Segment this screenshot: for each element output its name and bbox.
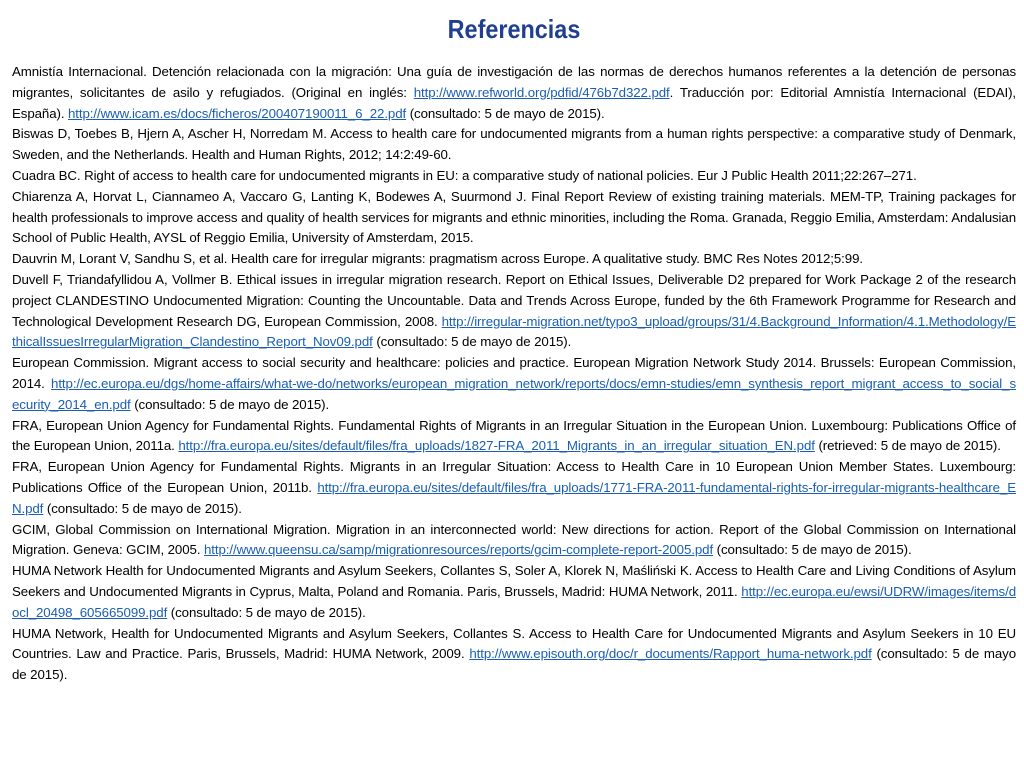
reference-item: Cuadra BC. Right of access to health care for undocumented migrants in EU: a comparative study of national policies. Eur J Public Health 2011;22:267–271. <box>12 167 917 183</box>
reference-link[interactable]: http://fra.europa.eu/sites/default/files/fra_uploads/1771-FRA-2011-fundamental-rights-for-irregular-migrants-healthcare_EN.pdf <box>12 479 1016 516</box>
reference-link[interactable]: http://www.queensu.ca/samp/migrationresources/reports/gcim-complete-report-2005.pdf <box>204 542 714 558</box>
reference-link[interactable]: http://www.icam.es/docs/ficheros/200407190011_6_22.pdf <box>68 105 407 121</box>
reference-item: FRA, European Union Agency for Fundamental Rights. Migrants in an Irregular Situation: Access to Health Care in 10 European Union Member States. Luxembourg: Publications Office of the European Union, 2011b. http://fra.europa.eu/sites/default/files/fra_uploads/1771-FRA-2011-fundamental-rights-for-irregular-migrants-healthcare_EN.pdf (consultado: 5 de mayo de 2015). <box>12 459 1016 516</box>
page-title: Referencias <box>447 14 581 44</box>
reference-item: HUMA Network, Health for Undocumented Migrants and Asylum Seekers, Collantes S. Access to Health Care for Undocumented Migrants and Asylum Seekers in 10 EU Countries. Law and Practice. Paris, Brussels, Madrid: HUMA Network, 2009. http://www.episouth.org/doc/r_documents/Rapport_huma-network.pdf (consultado: 5 de mayo de 2015). <box>12 625 1016 683</box>
reference-link[interactable]: http://fra.europa.eu/sites/default/files/fra_uploads/1827-FRA_2011_Migrants_in_an_irregular_situation_EN.pdf <box>178 438 815 454</box>
reference-item: GCIM, Global Commission on International Migration. Migration in an interconnected world: New directions for action. Report of the Global Commission on International Migration. Geneva: GCIM, 2005. http://www.queensu.ca/samp/migrationresources/reports/gcim-complete-report-2005.pdf (consultado: 5 de mayo de 2015). <box>12 521 1016 558</box>
reference-link[interactable]: http://ec.europa.eu/dgs/home-affairs/what-we-do/networks/european_migration_network/reports/docs/emn-studies/emn_synthesis_report_migrant_access_to_social_security_2014_en.pdf <box>12 375 1016 412</box>
reference-item: Chiarenza A, Horvat L, Ciannameo A, Vaccaro G, Lanting K, Bodewes A, Suurmond J. Final Report Review of existing training materials. MEM-TP, Training packages for health professionals to improve access and quality of health services for migrants and ethnic minorities, including the Roma. Granada, Reggio Emilia, Amsterdam: Andalusian School of Public Health, AYSL of Reggio Emilia, University of Amsterdam, 2015. <box>12 188 1016 246</box>
reference-link[interactable]: http://www.refworld.org/pdfid/476b7d322.pdf <box>413 84 670 100</box>
reference-item: Biswas D, Toebes B, Hjern A, Ascher H, Norredam M. Access to health care for undocumented migrants from a human rights perspective: a comparative study of Denmark, Sweden, and the Netherlands. Health and Human Rights, 2012; 14:2:49-60. <box>12 126 1016 163</box>
reference-item: Duvell F, Triandafyllidou A, Vollmer B. Ethical issues in irregular migration research. Report on Ethical Issues, Deliverable D2 prepared for Work Package 2 of the research project CLANDESTINO Undocumented Migration: Counting the Uncountable. Data and Trends Across Europe, funded by the 6th Framework Programme for Research and Technological Development Research DG, European Commission, 2008. http://irregular-migration.net/typo3_upload/groups/31/4.Background_Information/4.1.Methodology/EthicalIssuesIrregularMigration_Clandestino_Report_Nov09.pdf (consultado: 5 de mayo de 2015). <box>12 271 1016 350</box>
reference-link[interactable]: http://ec.europa.eu/ewsi/UDRW/images/items/docl_20498_605665099.pdf <box>12 583 1016 620</box>
reference-item: Amnistía Internacional. Detención relacionada con la migración: Una guía de investigación de las normas de derechos humanos referentes a la detención de personas migrantes, solicitantes de asilo y refugiados. (Original en inglés: http://www.refworld.org/pdfid/476b7d322.pdf. Traducción por: Editorial Amnistía Internacional (EDAI), España). http://www.icam.es/docs/ficheros/200407190011_6_22.pdf (consultado: 5 de mayo de 2015). <box>12 64 1016 121</box>
reference-item: European Commission. Migrant access to social security and healthcare: policies and practice. European Migration Network Study 2014. Brussels: European Commission, 2014. http://ec.europa.eu/dgs/home-affairs/what-we-do/networks/european_migration_network/reports/docs/emn-studies/emn_synthesis_report_migrant_access_to_social_security_2014_en.pdf (consultado: 5 de mayo de 2015). <box>12 355 1016 412</box>
reference-list <box>12 62 1016 686</box>
reference-item: Dauvrin M, Lorant V, Sandhu S, et al. Health care for irregular migrants: pragmatism across Europe. A qualitative study. BMC Res Notes 2012;5:99. <box>12 251 863 267</box>
reference-item: HUMA Network Health for Undocumented Migrants and Asylum Seekers, Collantes S, Soler A, Klorek N, Maśliński K. Access to Health Care and Living Conditions of Asylum Seekers and Undocumented Migrants in Cyprus, Malta, Poland and Romania. Paris, Brussels, Madrid: HUMA Network, 2011. http://ec.europa.eu/ewsi/UDRW/images/items/docl_20498_605665099.pdf (consultado: 5 de mayo de 2015). <box>12 563 1016 620</box>
reference-link[interactable]: http://irregular-migration.net/typo3_upload/groups/31/4.Background_Information/4.1.Methodology/EthicalIssuesIrregularMigration_Clandestino_Report_Nov09.pdf <box>12 313 1016 350</box>
reference-link[interactable]: http://www.episouth.org/doc/r_documents/Rapport_huma-network.pdf <box>469 646 872 662</box>
reference-item: FRA, European Union Agency for Fundamental Rights. Fundamental Rights of Migrants in an Irregular Situation in the European Union. Luxembourg: Publications Office of the European Union, 2011a. http://fra.europa.eu/sites/default/files/fra_uploads/1827-FRA_2011_Migrants_in_an_irregular_situation_EN.pdf (retrieved: 5 de mayo de 2015). <box>12 417 1016 454</box>
